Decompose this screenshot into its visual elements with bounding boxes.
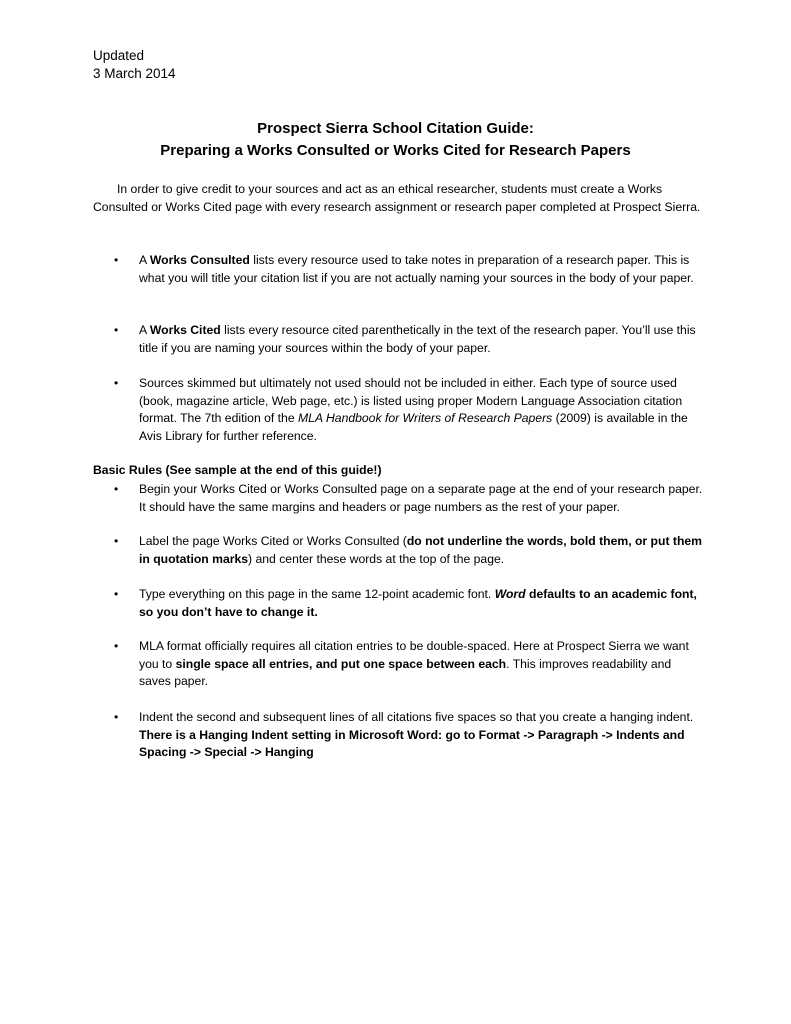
document-title-line-2: Preparing a Works Consulted or Works Cited for Research Papers <box>160 142 631 159</box>
text-segment: (2009) is available in the Avis Library for further reference. <box>139 411 688 443</box>
rule-separate-page: Begin your Works Cited or Works Consulted page on a separate page at the end of your research paper. It should have the same margins and headers or page numbers as the rest of your paper. <box>139 482 703 514</box>
updated-date: 3 March 2014 <box>93 66 176 81</box>
rule-label-page <box>139 533 704 568</box>
updated-label: Updated <box>93 48 145 63</box>
rule-font <box>139 586 704 621</box>
rule-spacing <box>139 638 704 691</box>
text-segment: . This improves readability and saves paper. <box>139 656 672 688</box>
text-segment: Type everything on this page in the same 12-point academic font. <box>139 587 495 601</box>
text-segment: Sources skimmed but ultimately not used should not be included in either. Each type of source used (book, magazine article, Web page, etc.) is listed using proper Modern Language Association citation format. The 7th edition of the <box>139 376 683 425</box>
updated-note <box>93 47 176 83</box>
basic-rules-heading: Basic Rules (See sample at the end of this guide!) <box>93 463 382 477</box>
text-segment: A <box>139 253 150 267</box>
text-segment: lists every resource used to take notes in preparation of a research paper. This is what you will title your citation list if you are not actually naming your sources in the body of your paper. <box>139 253 694 285</box>
bullet-glyph: • <box>114 639 119 653</box>
word-app-name: Word <box>494 587 526 601</box>
rule-hanging-indent <box>139 709 704 762</box>
bold-text: single space all entries, and put one space between each <box>175 656 507 671</box>
text-segment: defaults to an academic font, so you don’t have to change it. <box>139 587 697 619</box>
bullet-glyph: • <box>114 710 119 724</box>
text-segment: ) and center these words at the top of the page. <box>248 551 505 566</box>
text-segment: MLA format officially requires all citation entries to be double-spaced. Here at Prospect Sierra we want you to <box>139 639 689 671</box>
text-segment: lists every resource cited parenthetically in the text of the research paper. You’ll use this title if you are naming your sources within the body of your paper. <box>139 323 696 355</box>
definition-works-cited <box>139 322 704 357</box>
mla-handbook-title: MLA Handbook for Writers of Research Papers <box>298 411 553 425</box>
definition-sources-skimmed <box>139 375 704 445</box>
document-title-line-1: Prospect Sierra School Citation Guide: <box>257 120 534 137</box>
bullet-glyph: • <box>114 253 119 267</box>
term-works-consulted: Works Consulted <box>149 253 250 267</box>
bullet-glyph: • <box>114 482 119 496</box>
definition-works-consulted <box>139 252 704 287</box>
bullet-glyph: • <box>114 376 119 390</box>
bullet-glyph: • <box>114 587 119 601</box>
bullet-glyph: • <box>114 323 119 337</box>
text-segment: A <box>139 323 150 337</box>
text-segment: Indent the second and subsequent lines of all citations five spaces so that you create a hanging indent. <box>139 710 694 724</box>
intro-paragraph: In order to give credit to your sources and act as an ethical researcher, students must create a Works Consulted or Works Cited page with every research assignment or research paper completed at Prospect Sierra. <box>93 182 701 214</box>
bullet-glyph: • <box>114 534 119 548</box>
text-segment: Label the page Works Cited or Works Consulted ( <box>139 534 407 548</box>
term-works-cited: Works Cited <box>149 323 221 337</box>
bold-text: There is a Hanging Indent setting in Microsoft Word: go to Format -> Paragraph -> Indents and Spacing -> Special -> Hanging <box>139 727 685 759</box>
bold-text: do not underline the words, bold them, or put them in quotation marks <box>139 534 703 566</box>
